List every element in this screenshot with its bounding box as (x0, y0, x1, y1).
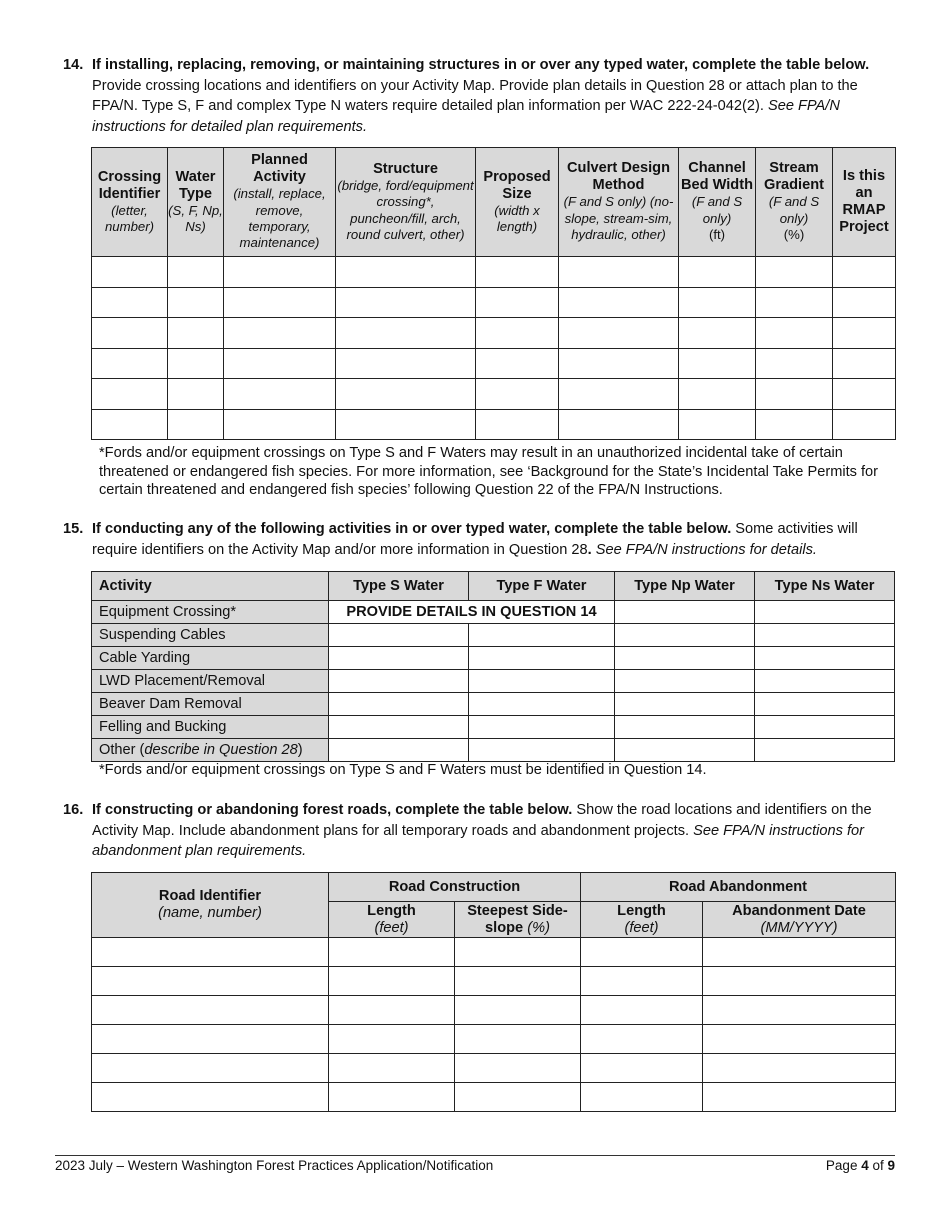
input-cell[interactable] (469, 739, 615, 762)
header-abandonment-length: Length (feet) (581, 902, 703, 938)
input-cell[interactable] (755, 647, 895, 670)
header-activity: Activity (92, 572, 329, 601)
input-cell[interactable] (469, 624, 615, 647)
input-cell[interactable] (756, 379, 833, 410)
input-cell[interactable] (756, 348, 833, 379)
question-number: 15. (63, 521, 84, 537)
input-cell[interactable] (615, 670, 755, 693)
input-cell[interactable] (581, 967, 703, 996)
input-cell[interactable] (168, 348, 224, 379)
input-cell[interactable] (469, 693, 615, 716)
header-proposed-size: Proposed Size (width x length) (476, 148, 559, 257)
input-cell[interactable] (833, 318, 896, 349)
input-cell[interactable] (755, 624, 895, 647)
question-text: Some activities will require identifiers on the Activity Map and/or more information in Question 28 (92, 521, 858, 558)
header-structure: Structure (bridge, ford/equipment crossing*, puncheon/fill, arch, round culvert, other) (336, 148, 476, 257)
table-row (92, 1054, 896, 1083)
input-cell[interactable] (329, 716, 469, 739)
input-cell[interactable] (615, 739, 755, 762)
header-rmap-project: Is this an RMAP Project (833, 148, 896, 257)
input-cell[interactable] (92, 379, 168, 410)
input-cell[interactable] (329, 1025, 455, 1054)
header-type-f: Type F Water (469, 572, 615, 601)
header-type-s: Type S Water (329, 572, 469, 601)
input-cell[interactable] (756, 409, 833, 440)
input-cell[interactable] (336, 409, 476, 440)
question-text: Provide crossing locations and identifiers on your Activity Map. Provide plan details in Question 28 or attach plan to the FPA/N. Type S, F and complex Type N waters require detailed plan information per WAC 222-24-042(2). (92, 77, 858, 114)
input-cell[interactable] (329, 739, 469, 762)
input-cell[interactable] (224, 348, 336, 379)
input-cell[interactable] (92, 348, 168, 379)
question-number: 14. (63, 57, 84, 73)
input-cell[interactable] (476, 318, 559, 349)
question-lead: If conducting any of the following activities in or over typed water, complete the table below. (92, 521, 732, 537)
question-number: 16. (63, 802, 84, 818)
input-cell[interactable] (476, 379, 559, 410)
header-channel-bed-width: Channel Bed Width (F and S only) (ft) (679, 148, 756, 257)
input-cell[interactable] (92, 938, 329, 967)
input-cell[interactable] (476, 409, 559, 440)
input-cell[interactable] (92, 1025, 329, 1054)
input-cell[interactable] (559, 379, 679, 410)
input-cell[interactable] (679, 318, 756, 349)
structures-table (91, 147, 896, 440)
input-cell[interactable] (559, 409, 679, 440)
input-cell[interactable] (703, 967, 896, 996)
table-row (92, 967, 896, 996)
table-row (92, 670, 895, 693)
input-cell[interactable] (92, 1083, 329, 1112)
header-road-construction: Road Construction (329, 873, 581, 902)
input-cell[interactable] (224, 318, 336, 349)
table-row (92, 348, 896, 379)
input-cell[interactable] (833, 379, 896, 410)
input-cell[interactable] (615, 624, 755, 647)
question-14 (63, 55, 893, 137)
input-cell[interactable] (756, 318, 833, 349)
input-cell[interactable] (679, 348, 756, 379)
header-planned-activity: Planned Activity (install, replace, remove, temporary, maintenance) (224, 148, 336, 257)
header-crossing-identifier: Crossing Identifier (letter, number) (92, 148, 168, 257)
input-cell[interactable] (92, 257, 168, 288)
input-cell[interactable] (703, 1054, 896, 1083)
input-cell[interactable] (476, 257, 559, 288)
input-cell[interactable] (833, 348, 896, 379)
q14-footnote: *Fords and/or equipment crossings on Type S and F Waters may result in an unauthorized incidental take of certain threatened or endangered fish species. For more information, see ‘Background for the State’s Incidental Take Permits for certain threatened and endangered fish species’ following Question 22 of the FPA/N Instructions. (99, 445, 879, 498)
input-cell[interactable] (336, 318, 476, 349)
table-row (92, 601, 895, 624)
question-instructions: See FPA/N instructions for abandonment plan requirements. (92, 822, 864, 859)
input-cell[interactable] (329, 996, 455, 1025)
input-cell[interactable] (755, 601, 895, 624)
question-instructions: See FPA/N instructions for details. (591, 541, 817, 558)
input-cell[interactable] (559, 348, 679, 379)
input-cell[interactable] (755, 693, 895, 716)
question-text: Show the road locations and identifiers on the Activity Map. Include abandonment plans for all temporary roads and abandonment projects. (92, 802, 872, 839)
input-cell[interactable] (329, 938, 455, 967)
activity-label-other: Other (describe in Question 28) (92, 739, 329, 762)
input-cell[interactable] (476, 348, 559, 379)
input-cell[interactable] (615, 647, 755, 670)
header-type-np: Type Np Water (615, 572, 755, 601)
table-row (92, 318, 896, 349)
input-cell[interactable] (615, 693, 755, 716)
input-cell[interactable] (755, 716, 895, 739)
table-row (92, 624, 895, 647)
q15-footnote: *Fords and/or equipment crossings on Type S and F Waters must be identified in Question 14. (99, 762, 707, 778)
input-cell[interactable] (679, 409, 756, 440)
roads-table (91, 872, 896, 1112)
question-lead: If installing, replacing, removing, or maintaining structures in or over any typed water, complete the table below. (92, 57, 870, 73)
input-cell[interactable] (581, 1083, 703, 1112)
input-cell[interactable] (703, 1025, 896, 1054)
input-cell[interactable] (92, 318, 168, 349)
activity-label: LWD Placement/Removal (92, 670, 329, 693)
header-water-type: Water Type (S, F, Np, Ns) (168, 148, 224, 257)
input-cell[interactable] (559, 257, 679, 288)
question-15: 15. If conducting any of the following activities in or over typed water, complete the table below. Some activities will require identifiers on the Activity Map and/or more information in Question 28. See FPA/N instructions for details. (63, 521, 858, 558)
activity-label: Suspending Cables (92, 624, 329, 647)
input-cell[interactable] (581, 938, 703, 967)
header-culvert-design-method: Culvert Design Method (F and S only) (no-slope, stream-sim, hydraulic, other) (559, 148, 679, 257)
input-cell[interactable] (329, 693, 469, 716)
table-row (92, 287, 896, 318)
input-cell[interactable] (168, 318, 224, 349)
input-cell[interactable] (92, 967, 329, 996)
input-cell[interactable] (615, 716, 755, 739)
header-type-ns: Type Ns Water (755, 572, 895, 601)
header-road-identifier: Road Identifier (name, number) (92, 873, 329, 938)
input-cell[interactable] (224, 287, 336, 318)
input-cell[interactable] (329, 967, 455, 996)
input-cell[interactable] (336, 257, 476, 288)
table-row (92, 996, 896, 1025)
input-cell[interactable] (455, 1025, 581, 1054)
input-cell[interactable] (469, 670, 615, 693)
input-cell[interactable] (703, 1083, 896, 1112)
input-cell[interactable] (224, 379, 336, 410)
input-cell[interactable] (336, 379, 476, 410)
input-cell[interactable] (476, 287, 559, 318)
question-lead: If constructing or abandoning forest roads, complete the table below. (92, 802, 573, 818)
input-cell[interactable] (756, 257, 833, 288)
table-row (92, 693, 895, 716)
footer-title: 2023 July – Western Washington Forest Practices Application/Notification (55, 1158, 494, 1173)
input-cell[interactable] (455, 967, 581, 996)
table-row (92, 716, 895, 739)
input-cell[interactable] (329, 670, 469, 693)
activity-label: Beaver Dam Removal (92, 693, 329, 716)
input-cell[interactable] (679, 287, 756, 318)
input-cell[interactable] (329, 647, 469, 670)
input-cell[interactable] (679, 379, 756, 410)
header-abandonment-date: Abandonment Date (MM/YYYY) (703, 902, 896, 938)
table-row (92, 938, 896, 967)
input-cell[interactable] (559, 287, 679, 318)
table-row (92, 1025, 896, 1054)
input-cell[interactable] (92, 1054, 329, 1083)
page-number: Page 4 of 9 (825, 1158, 895, 1173)
header-stream-gradient: Stream Gradient (F and S only) (%) (756, 148, 833, 257)
input-cell[interactable] (469, 716, 615, 739)
header-construction-length: Length (feet) (329, 902, 455, 938)
input-cell[interactable] (559, 318, 679, 349)
activities-table (91, 571, 895, 762)
input-cell[interactable] (833, 409, 896, 440)
input-cell[interactable] (455, 996, 581, 1025)
activity-label: Equipment Crossing* (92, 601, 329, 624)
input-cell[interactable] (833, 287, 896, 318)
input-cell[interactable] (329, 1083, 455, 1112)
input-cell[interactable] (833, 257, 896, 288)
input-cell[interactable] (224, 257, 336, 288)
input-cell[interactable] (581, 1054, 703, 1083)
input-cell[interactable] (455, 1054, 581, 1083)
input-cell[interactable] (755, 670, 895, 693)
input-cell[interactable] (92, 996, 329, 1025)
activity-label: Felling and Bucking (92, 716, 329, 739)
table-row (92, 739, 895, 762)
input-cell[interactable] (92, 287, 168, 318)
input-cell[interactable] (329, 624, 469, 647)
input-cell[interactable] (329, 1054, 455, 1083)
input-cell[interactable] (469, 647, 615, 670)
input-cell[interactable] (92, 409, 168, 440)
input-cell[interactable] (703, 996, 896, 1025)
header-steepest-sideslope: Steepest Side- slope (%) (455, 902, 581, 938)
input-cell[interactable] (581, 1025, 703, 1054)
table-row (92, 1083, 896, 1112)
table-row (92, 379, 896, 410)
input-cell[interactable] (336, 348, 476, 379)
provide-details-note: PROVIDE DETAILS IN QUESTION 14 (329, 601, 615, 624)
question-16 (63, 800, 893, 862)
table-row (92, 647, 895, 670)
input-cell[interactable] (224, 409, 336, 440)
input-cell[interactable] (703, 938, 896, 967)
input-cell[interactable] (615, 601, 755, 624)
activity-label: Cable Yarding (92, 647, 329, 670)
header-road-abandonment: Road Abandonment (581, 873, 896, 902)
input-cell[interactable] (679, 257, 756, 288)
table-row (92, 257, 896, 288)
input-cell[interactable] (336, 287, 476, 318)
input-cell[interactable] (455, 1083, 581, 1112)
input-cell[interactable] (168, 287, 224, 318)
input-cell[interactable] (168, 409, 224, 440)
input-cell[interactable] (455, 938, 581, 967)
input-cell[interactable] (581, 996, 703, 1025)
input-cell[interactable] (755, 739, 895, 762)
input-cell[interactable] (756, 287, 833, 318)
page-footer (55, 1155, 895, 1173)
input-cell[interactable] (168, 257, 224, 288)
question-instructions: See FPA/N instructions for detailed plan requirements. (92, 98, 840, 135)
table-row (92, 409, 896, 440)
input-cell[interactable] (168, 379, 224, 410)
